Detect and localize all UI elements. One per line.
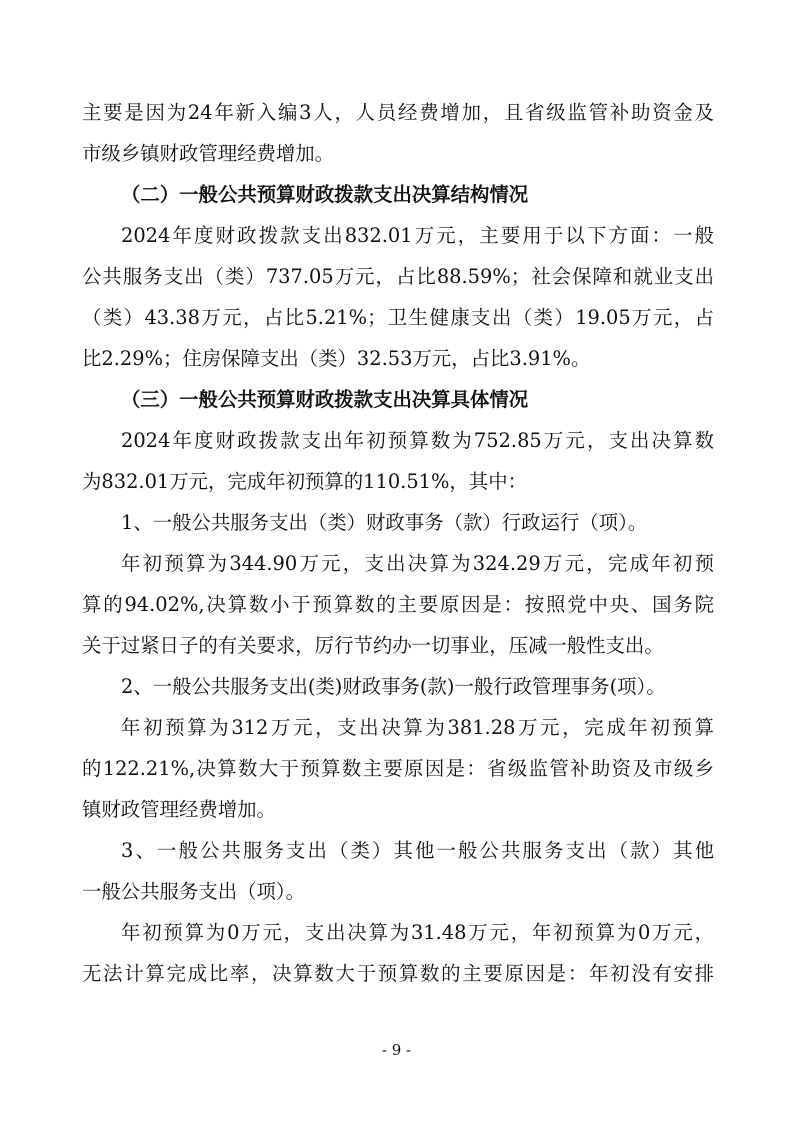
body-text	[82, 92, 714, 994]
item-heading: 3、一般公共服务支出（类）其他一般公共服务支出（款）其他	[121, 839, 714, 862]
text-line: 主要是因为24年新入编3人，人员经费增加，且省级监管补助资金及	[82, 101, 714, 124]
item-heading: 2、一般公共服务支出(类)财政事务(款)一般行政管理事务(项）。	[121, 675, 666, 698]
text-line: 镇财政管理经费增加。	[82, 798, 276, 821]
section-heading: （二）一般公共预算财政拨款支出决算结构情况	[121, 183, 529, 206]
text-line: 公共服务支出（类）737.05万元，占比88.59%；社会保障和就业支出	[82, 265, 714, 288]
text-line: 一般公共服务支出（项）。	[82, 880, 305, 903]
text-line: 市级乡镇财政管理经费增加。	[82, 142, 335, 165]
text-line: 2024年度财政拨款支出832.01万元，主要用于以下方面：一般	[121, 224, 714, 247]
text-line: 关于过紧日子的有关要求，厉行节约办一切事业，压减一般性支出。	[82, 634, 664, 657]
text-line: 年初预算为312万元，支出决算为381.28万元，完成年初预算	[121, 716, 714, 739]
section-heading: （三）一般公共预算财政拨款支出决算具体情况	[121, 388, 529, 411]
page-number: - 9 -	[381, 1041, 412, 1059]
text-line: （类）43.38万元，占比5.21%；卫生健康支出（类）19.05万元，占	[82, 306, 714, 329]
text-line: 为832.01万元，完成年初预算的110.51%，其中：	[82, 470, 527, 493]
text-line: 比2.29%；住房保障支出（类）32.53万元，占比3.91%。	[82, 347, 591, 370]
text-line: 无法计算完成比率，决算数大于预算数的主要原因是：年初没有安排	[82, 962, 714, 985]
text-line: 年初预算为344.90万元，支出决算为324.29万元，完成年初预	[121, 552, 714, 575]
text-line: 的122.21%,决算数大于预算数主要原因是：省级监管补助资及市级乡	[82, 757, 714, 780]
text-line: 2024年度财政拨款支出年初预算数为752.85万元，支出决算数	[121, 429, 714, 452]
text-line: 算的94.02%,决算数小于预算数的主要原因是：按照党中央、国务院	[82, 593, 714, 616]
text-line: 年初预算为0万元，支出决算为31.48万元，年初预算为0万元，	[121, 921, 714, 944]
item-heading: 1、一般公共服务支出（类）财政事务（款）行政运行（项）。	[121, 511, 648, 534]
